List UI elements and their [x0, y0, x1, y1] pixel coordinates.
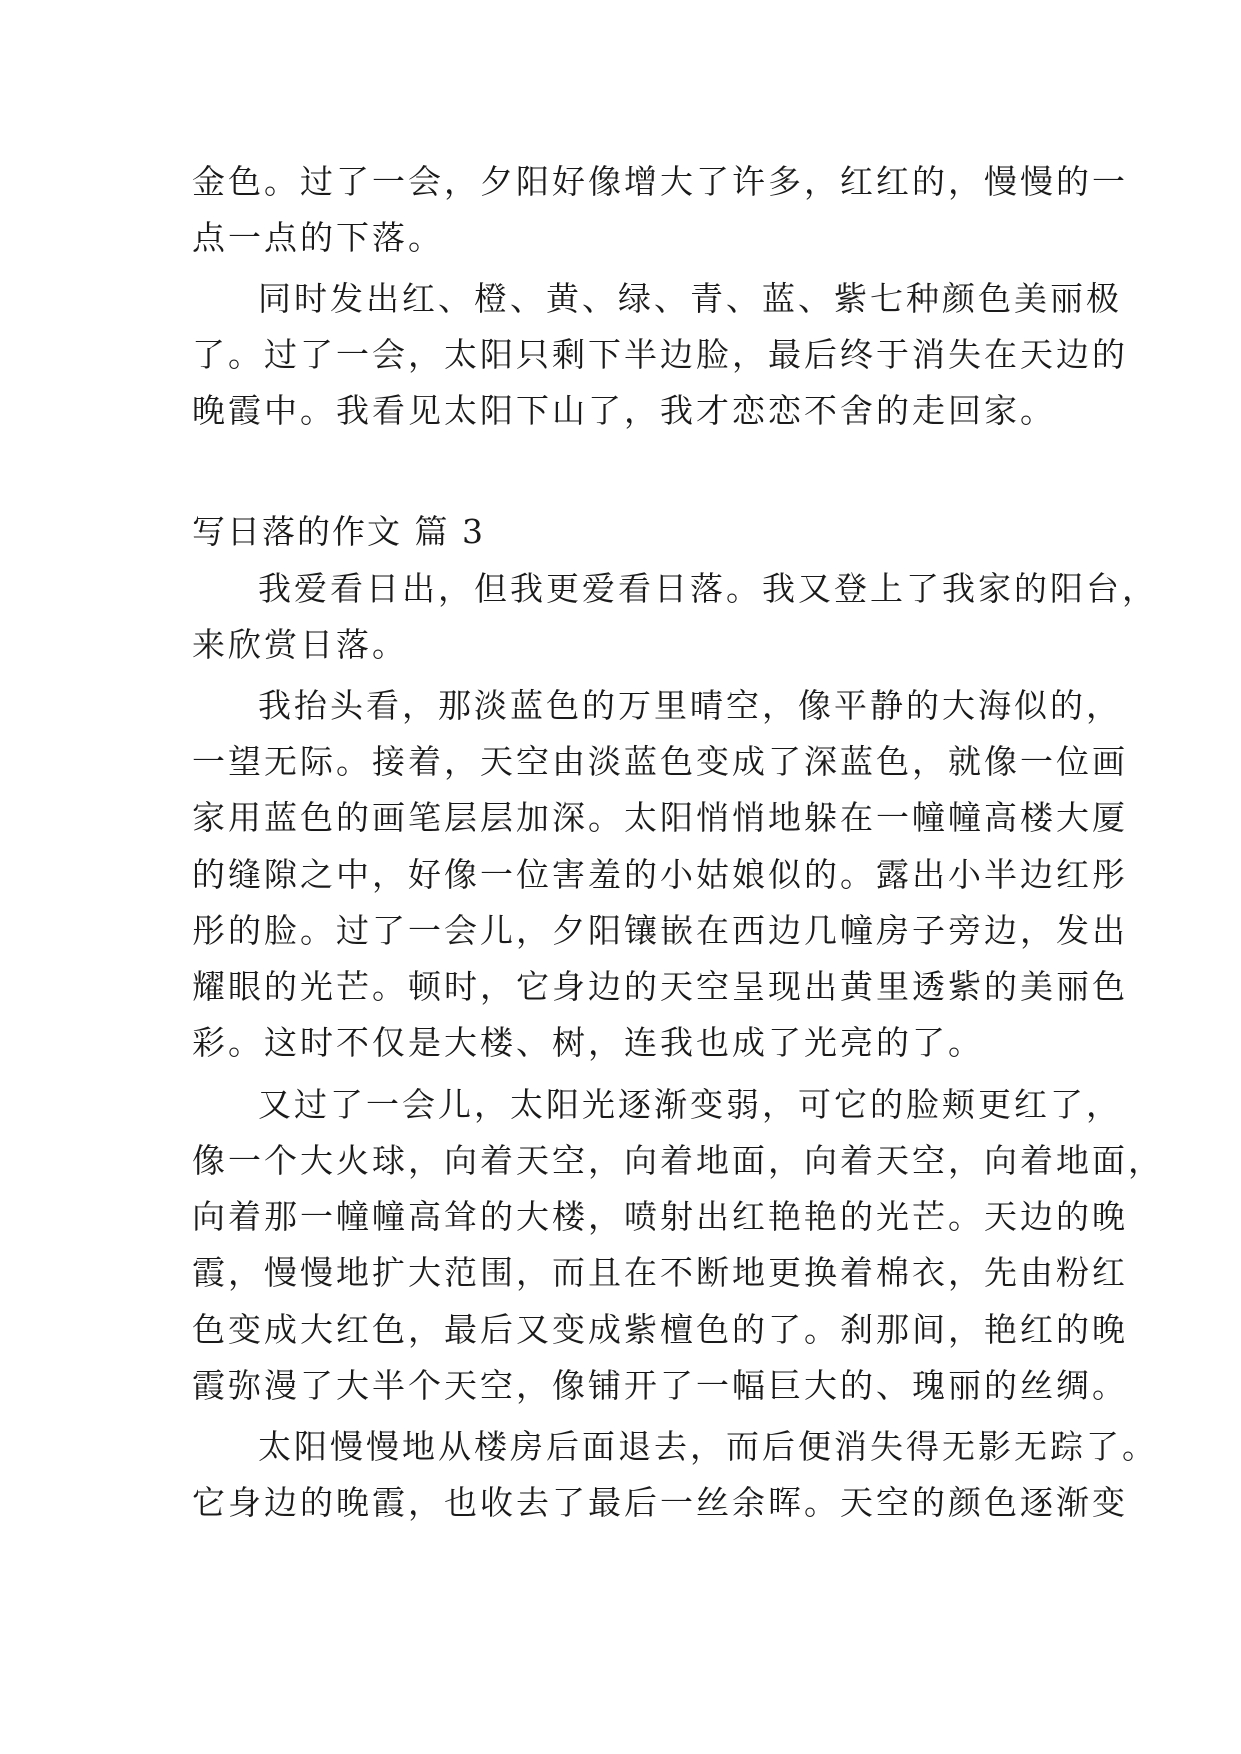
text-line: 晚霞中。我看见太阳下山了，我才恋恋不舍的走回家。	[192, 391, 1056, 430]
paragraph-first-line: 太阳慢慢地从楼房后面退去，而后便消失得无影无踪了。	[258, 1427, 1158, 1466]
text-line: 向着那一幢幢高耸的大楼，喷射出红艳艳的光芒。天边的晚	[192, 1197, 1128, 1236]
text-line: 点一点的下落。	[192, 218, 444, 257]
text-line: 一望无际。接着，天空由淡蓝色变成了深蓝色，就像一位画	[192, 742, 1128, 781]
text-line: 彤的脸。过了一会儿，夕阳镶嵌在西边几幢房子旁边，发出	[192, 911, 1128, 950]
text-line: 像一个大火球，向着天空，向着地面，向着天空，向着地面，	[192, 1141, 1164, 1180]
paragraph-first-line: 又过了一会儿，太阳光逐渐变弱，可它的脸颊更红了，	[258, 1085, 1122, 1124]
text-line: 它身边的晚霞，也收去了最后一丝余晖。天空的颜色逐渐变	[192, 1483, 1128, 1522]
text-line: 霞弥漫了大半个天空，像铺开了一幅巨大的、瑰丽的丝绸。	[192, 1366, 1128, 1405]
text-line: 家用蓝色的画笔层层加深。太阳悄悄地躲在一幢幢高楼大厦	[192, 798, 1128, 837]
text-line: 了。过了一会，太阳只剩下半边脸，最后终于消失在天边的	[192, 335, 1128, 374]
text-line: 色变成大红色，最后又变成紫檀色的了。刹那间，艳红的晚	[192, 1310, 1128, 1349]
paragraph-first-line: 我爱看日出，但我更爱看日落。我又登上了我家的阳台，	[258, 569, 1158, 608]
text-line: 霞，慢慢地扩大范围，而且在不断地更换着棉衣，先由粉红	[192, 1253, 1128, 1292]
text-line: 金色。过了一会，夕阳好像增大了许多，红红的，慢慢的一	[192, 162, 1128, 201]
section-heading: 写日落的作文 篇 3	[192, 512, 485, 551]
paragraph-first-line: 我抬头看，那淡蓝色的万里晴空，像平静的大海似的，	[258, 686, 1122, 725]
text-line: 耀眼的光芒。顿时，它身边的天空呈现出黄里透紫的美丽色	[192, 967, 1128, 1006]
paragraph-first-line: 同时发出红、橙、黄、绿、青、蓝、紫七种颜色美丽极	[258, 279, 1122, 318]
text-line: 彩。这时不仅是大楼、树，连我也成了光亮的了。	[192, 1023, 984, 1062]
text-line: 的缝隙之中，好像一位害羞的小姑娘似的。露出小半边红彤	[192, 855, 1128, 894]
text-line: 来欣赏日落。	[192, 625, 408, 664]
